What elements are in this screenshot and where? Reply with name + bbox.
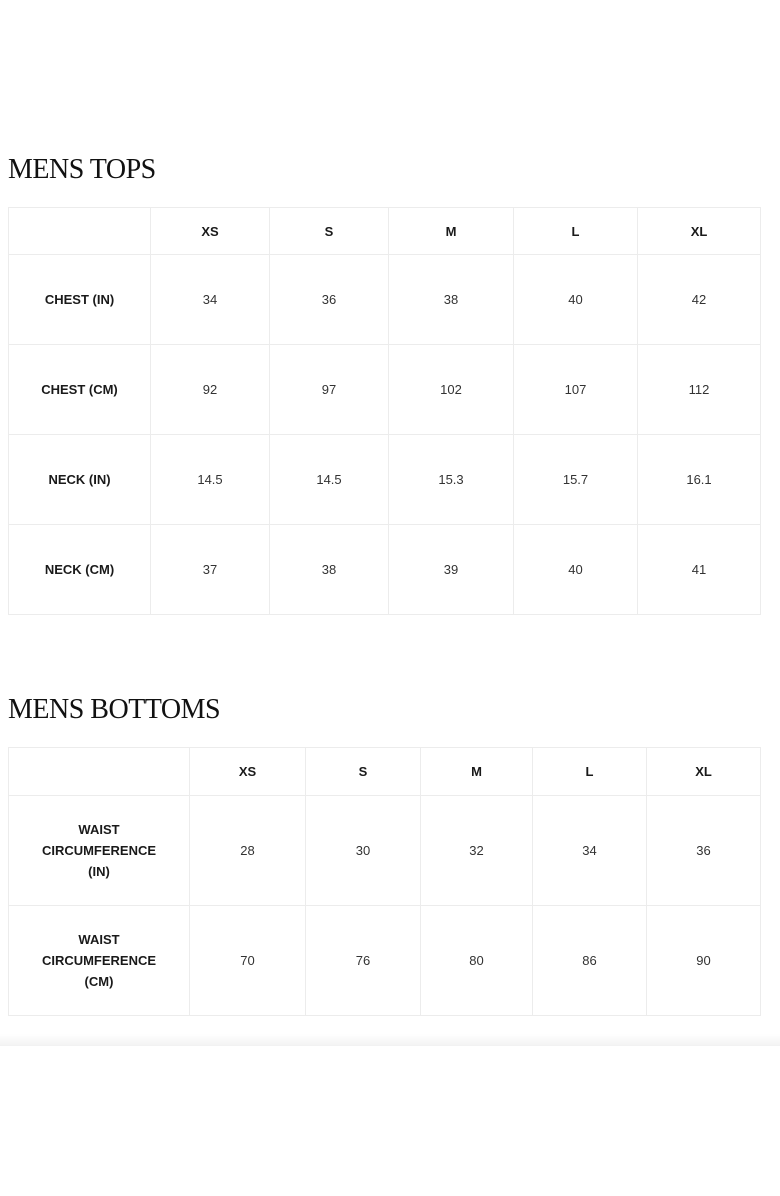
table-row [9, 796, 761, 906]
size-header: XS [151, 208, 270, 255]
table-cell: 70 [190, 906, 306, 1016]
mens-bottoms-title: MENS BOTTOMS [8, 694, 221, 725]
mens-tops-title: MENS TOPS [8, 154, 156, 185]
empty-corner-cell [9, 208, 151, 255]
size-header: L [514, 208, 638, 255]
row-label-text: WAIST CIRCUMFERENCE (IN) [41, 822, 157, 879]
table-cell: 14.5 [151, 435, 270, 525]
table-cell: 36 [647, 796, 761, 906]
table-cell: 15.7 [514, 435, 638, 525]
row-label: NECK (CM) [9, 525, 151, 615]
table-cell: 40 [514, 255, 638, 345]
table-cell: 38 [389, 255, 514, 345]
table-cell: 40 [514, 525, 638, 615]
table-cell: 30 [306, 796, 421, 906]
row-label [9, 796, 190, 906]
table-cell: 90 [647, 906, 761, 1016]
table-cell: 39 [389, 525, 514, 615]
table-cell: 97 [270, 345, 389, 435]
table-cell: 86 [533, 906, 647, 1016]
row-label: NECK (IN) [9, 435, 151, 525]
table-cell: 34 [533, 796, 647, 906]
table-cell: 14.5 [270, 435, 389, 525]
table-row [9, 906, 761, 1016]
table-cell: 76 [306, 906, 421, 1016]
table-cell: 34 [151, 255, 270, 345]
row-label-text: WAIST CIRCUMFERENCE (CM) [41, 932, 157, 989]
size-header: L [533, 748, 647, 796]
table-cell: 28 [190, 796, 306, 906]
table-cell: 107 [514, 345, 638, 435]
mens-tops-size-table [8, 207, 761, 615]
row-label: CHEST (IN) [9, 255, 151, 345]
table-cell: 92 [151, 345, 270, 435]
bottom-edge-shadow [0, 1034, 780, 1046]
table-cell: 37 [151, 525, 270, 615]
row-label: CHEST (CM) [9, 345, 151, 435]
mens-bottoms-size-table [8, 747, 761, 1016]
table-cell: 32 [421, 796, 533, 906]
size-header: S [270, 208, 389, 255]
size-header: XL [647, 748, 761, 796]
table-header-row [9, 208, 761, 255]
table-cell: 16.1 [638, 435, 761, 525]
table-cell: 112 [638, 345, 761, 435]
size-header: XS [190, 748, 306, 796]
table-cell: 38 [270, 525, 389, 615]
table-row [9, 435, 761, 525]
size-header: S [306, 748, 421, 796]
table-cell: 41 [638, 525, 761, 615]
table-cell: 15.3 [389, 435, 514, 525]
empty-corner-cell [9, 748, 190, 796]
table-row [9, 345, 761, 435]
table-row [9, 525, 761, 615]
size-header: XL [638, 208, 761, 255]
table-header-row [9, 748, 761, 796]
table-row [9, 255, 761, 345]
size-header: M [389, 208, 514, 255]
table-cell: 36 [270, 255, 389, 345]
row-label [9, 906, 190, 1016]
size-header: M [421, 748, 533, 796]
table-cell: 42 [638, 255, 761, 345]
table-cell: 80 [421, 906, 533, 1016]
table-cell: 102 [389, 345, 514, 435]
